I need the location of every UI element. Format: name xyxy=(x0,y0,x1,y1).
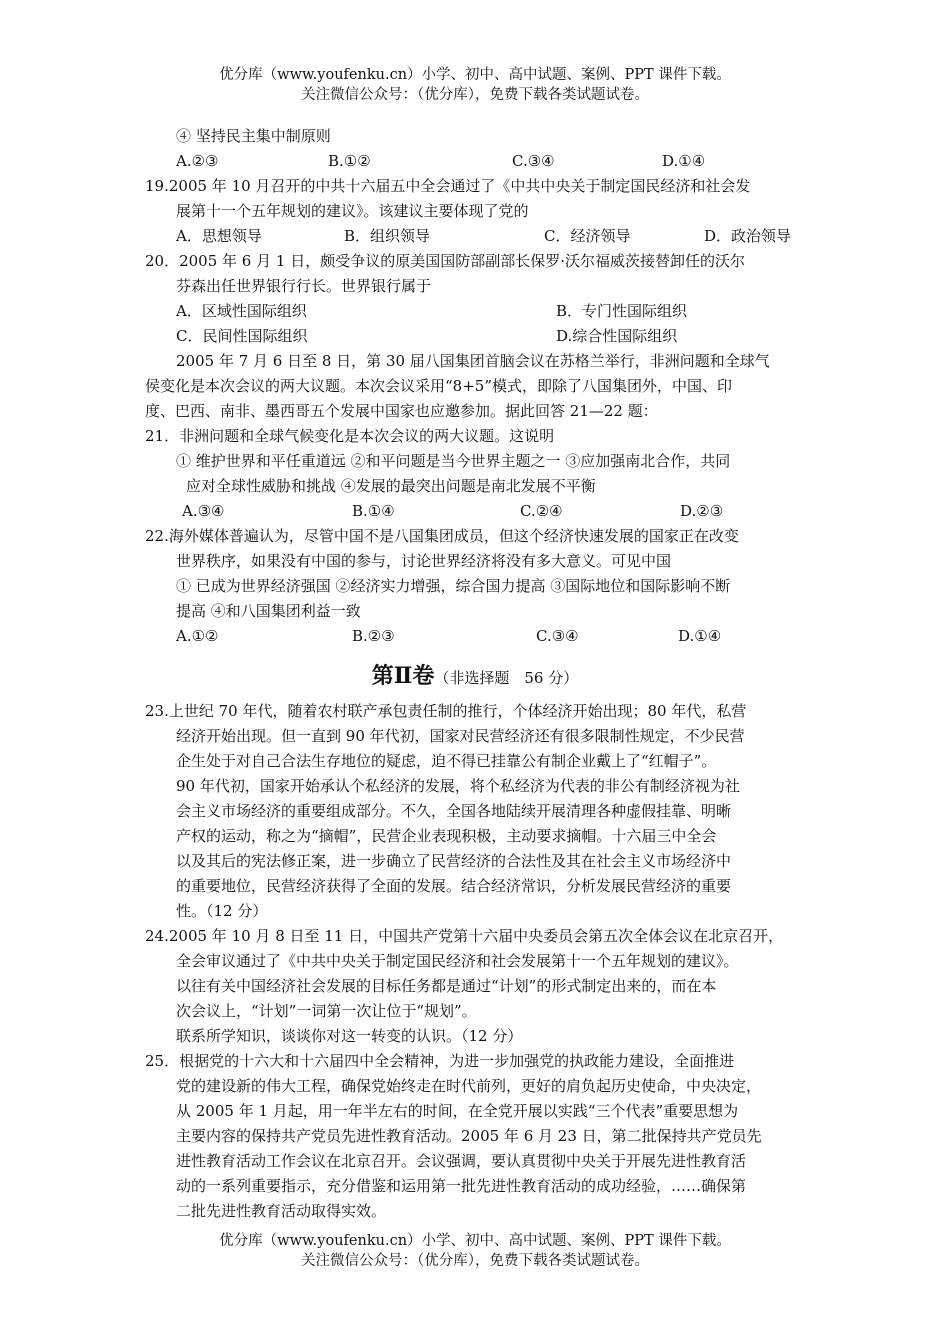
page-header-line-2: 关注微信公众号：（优分库），免费下载各类试题试卷。 xyxy=(301,87,649,103)
q25-line-5: 进性教育活动工作会议在北京召开。会议强调，要认真贯彻中央关于开展先进性教育活 xyxy=(176,1152,747,1170)
q24-line-4: 次会议上，“计划”一词第一次让位于“规划”。 xyxy=(176,1002,477,1020)
q23-line-8: 的重要地位，民营经济获得了全面的发展。结合经济常识，分析发展民营经济的重要 xyxy=(176,877,732,895)
q25-line-2: 党的建设新的伟大工程，确保党始终走在时代前列，更好的肩负起历史使命，中央决定， xyxy=(176,1077,762,1095)
q21-stem-line-3: 应对全球性威胁和挑战 ④发展的最突出问题是南北发展不平衡 xyxy=(186,477,596,495)
q21-option-c: C.②④ xyxy=(520,502,563,520)
q22-stem-line-2: 世界秩序，如果没有中国的参与，讨论世界经济将没有多大意义。可见中国 xyxy=(176,552,672,570)
q18-option-c: C.③④ xyxy=(512,152,555,170)
q18-option-a: A.②③ xyxy=(176,152,219,170)
page-footer-line-1: 优分库（www.youfenku.cn）小学、初中、高中试题、案例、PPT 课件下载。 xyxy=(219,1233,731,1249)
page-footer-line-2: 关注微信公众号：（优分库），免费下载各类试题试卷。 xyxy=(301,1253,649,1269)
q23-line-9: 性。（12 分） xyxy=(176,902,268,920)
q22-stem-line-4: 提高 ④和八国集团利益一致 xyxy=(176,602,361,620)
q25-line-3: 从 2005 年 1 月起，用一年半左右的时间，在全党开展以实践“三个代表”重要思想为 xyxy=(176,1102,739,1120)
q21-stem-line-2: ① 维护世界和平任重道远 ②和平问题是当今世界主题之一 ③应加强南北合作，共同 xyxy=(176,452,731,470)
q18-item-4: ④ 坚持民主集中制原则 xyxy=(176,127,331,145)
q21-option-a: A.③④ xyxy=(182,502,225,520)
section-2-title-sub: （非选择题 56 分） xyxy=(434,669,579,687)
q22-stem-line-3: ① 已成为世界经济强国 ②经济实力增强，综合国力提高 ③国际地位和国际影响不断 xyxy=(176,577,731,595)
q22-option-a: A.①② xyxy=(176,627,219,645)
q24-line-1: 24.2005 年 10 月 8 日至 11 日，中国共产党第十六届中央委员会第五次全体会议在北京召开， xyxy=(145,927,784,945)
q20-option-a: A．区域性国际组织 xyxy=(176,302,307,320)
q24-line-3: 以往有关中国经济社会发展的目标任务都是通过“计划”的形式制定出来的，而在本 xyxy=(176,977,717,995)
q23-line-2: 经济开始出现。但一直到 90 年代初，国家对民营经济还有很多限制性规定，不少民营 xyxy=(176,727,745,745)
q23-line-7: 以及其后的宪法修正案，进一步确立了民营经济的合法性及其在社会主义市场经济中 xyxy=(176,852,732,870)
q19-option-a: A．思想领导 xyxy=(176,227,262,245)
q25-line-4: 主要内容的保持共产党员先进性教育活动。2005 年 6 月 23 日，第二批保持共产党员先 xyxy=(176,1127,762,1145)
q25-line-6: 动的一系列重要指示，充分借鉴和运用第一批先进性教育活动的成功经验，……确保第 xyxy=(176,1177,747,1195)
q20-option-c: C．民间性国际组织 xyxy=(176,327,308,345)
q23-line-4: 90 年代初，国家开始承认个私经济的发展，将个私经济为代表的非公有制经济视为社 xyxy=(176,777,740,795)
q18-option-d: D.①④ xyxy=(662,152,706,170)
q22-stem-line-1: 22.海外媒体普遍认为，尽管中国不是八国集团成员，但这个经济快速发展的国家正在改变 xyxy=(145,527,739,545)
q23-line-3: 企生处于对自己合法生存地位的疑虑，迫不得已挂靠公有制企业戴上了“红帽子”。 xyxy=(176,752,717,770)
q20-option-b: B．专门性国际组织 xyxy=(556,302,688,320)
q19-options xyxy=(176,226,816,246)
q21-options xyxy=(176,501,776,521)
section-2-title-main: 第Ⅱ卷 xyxy=(371,663,435,689)
q19-stem-line-2: 展第十一个五年规划的建议》。该建议主要体现了党的 xyxy=(176,202,529,220)
q23-line-5: 会主义市场经济的重要组成部分。不久，全国各地陆续开展清理各种虚假挂靠、明晰 xyxy=(176,802,732,820)
q20-stem-line-1: 20．2005 年 6 月 1 日，颇受争议的原美国国防部副部长保罗·沃尔福威茨接替卸任的沃尔 xyxy=(145,252,745,270)
q18-option-b: B.①② xyxy=(328,152,371,170)
q25-line-7: 二批先进性教育活动取得实效。 xyxy=(176,1202,387,1220)
q24-line-2: 全会审议通过了《中共中央关于制定国民经济和社会发展第十一个五年规划的建议》。 xyxy=(176,952,739,970)
section-2-title xyxy=(0,662,950,692)
q19-option-d: D．政治领导 xyxy=(704,227,792,245)
q23-line-6: 产权的运动，称之为“摘帽”，民营企业表现积极，主动要求摘帽。十六届三中全会 xyxy=(176,827,717,845)
q24-line-5: 联系所学知识，谈谈你对这一转变的认识。（12 分） xyxy=(176,1027,523,1045)
q21-option-b: B.①④ xyxy=(352,502,395,520)
q19-stem-line-1: 19.2005 年 10 月召开的中共十六届五中全会通过了《中共中央关于制定国民经济和社会发 xyxy=(145,177,751,195)
q21-option-d: D.②③ xyxy=(680,502,724,520)
q20-option-d: D.综合性国际组织 xyxy=(556,327,678,345)
q20-stem-line-2: 芬森出任世界银行行长。世界银行属于 xyxy=(176,277,432,295)
q23-line-1: 23.上世纪 70 年代，随着农村联产承包责任制的推行，个体经济开始出现；80 年代，私营 xyxy=(145,702,747,720)
q22-option-d: D.①④ xyxy=(678,627,722,645)
q19-option-b: B．组织领导 xyxy=(344,227,431,245)
passage-line-1: 2005 年 7 月 6 日至 8 日，第 30 届八国集团首脑会议在苏格兰举行，非洲问题和全球气 xyxy=(176,352,770,370)
q22-options xyxy=(176,626,776,646)
page-header-line-1: 优分库（www.youfenku.cn）小学、初中、高中试题、案例、PPT 课件下载。 xyxy=(219,67,731,83)
passage-line-2: 侯变化是本次会议的两大议题。本次会议采用“8+5”模式，即除了八国集团外，中国、印 xyxy=(145,377,732,395)
passage-line-3: 度、巴西、南非、墨西哥五个发展中国家也应邀参加。据此回答 21—22 题： xyxy=(145,402,658,420)
q22-option-c: C.③④ xyxy=(536,627,579,645)
q21-stem-line-1: 21．非洲问题和全球气候变化是本次会议的两大议题。这说明 xyxy=(145,427,555,445)
q22-option-b: B.②③ xyxy=(352,627,395,645)
q25-line-1: 25．根据党的十六大和十六届四中全会精神，为进一步加强党的执政能力建设，全面推进 xyxy=(145,1052,735,1070)
q19-option-c: C．经济领导 xyxy=(544,227,631,245)
